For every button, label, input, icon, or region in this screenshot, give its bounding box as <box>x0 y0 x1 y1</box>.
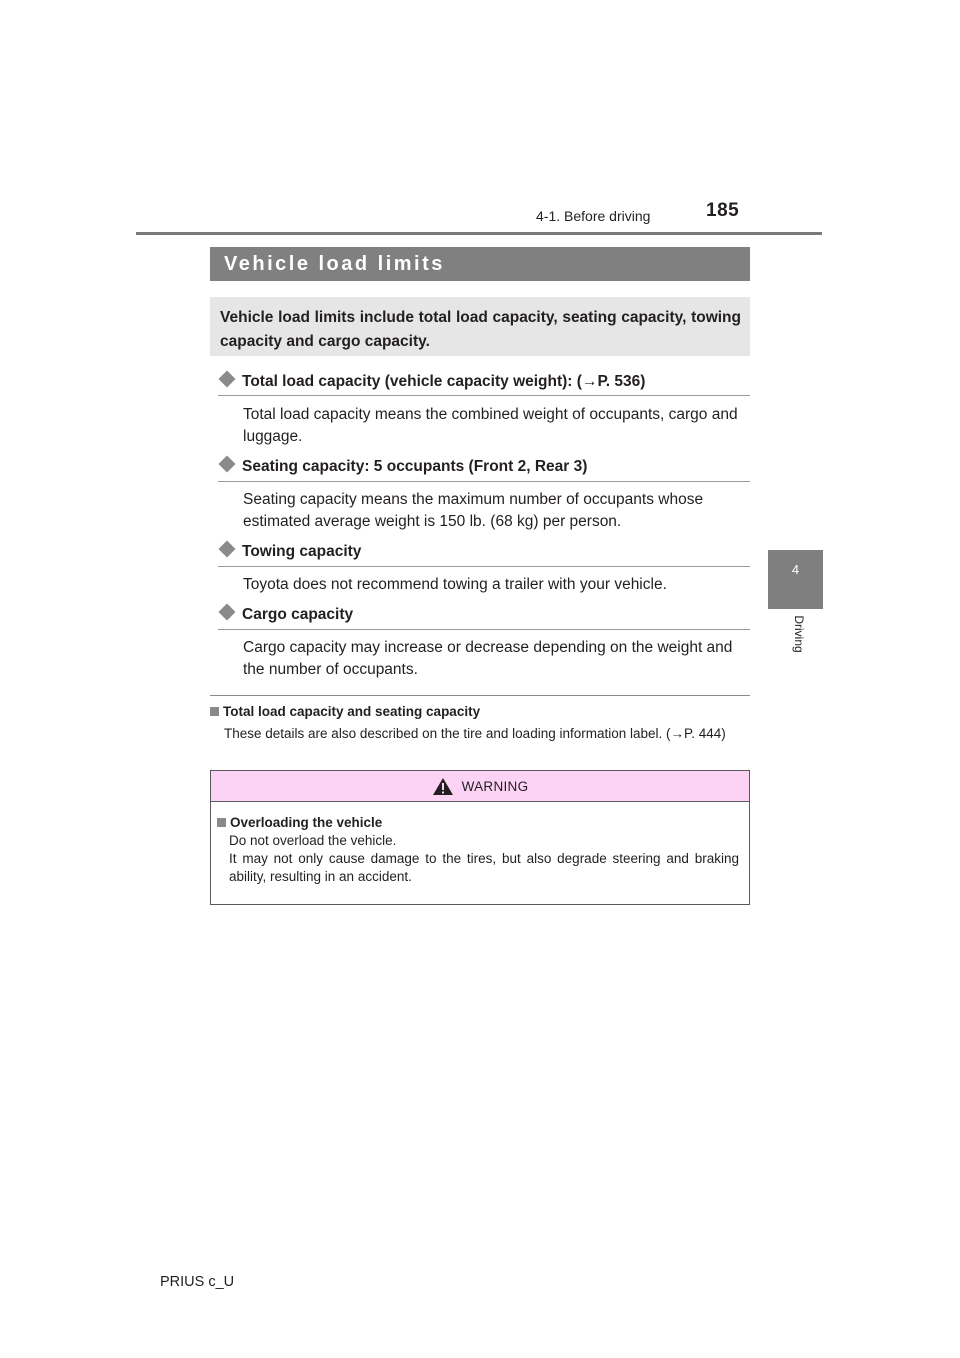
item-heading-cargo: Cargo capacity <box>218 606 750 624</box>
square-bullet-icon <box>217 818 226 827</box>
warning-header <box>211 771 749 802</box>
note-body: These details are also described on the tire and loading information label. (→P. 444) <box>224 726 726 741</box>
notes-rule <box>210 695 750 696</box>
item-heading-total-load: Total load capacity (vehicle capacity weight): (→P. 536) <box>218 373 750 391</box>
section-title-bar <box>210 247 750 281</box>
warning-body <box>229 832 739 886</box>
section-label: 4-1. Before driving <box>536 208 651 224</box>
item-body-cargo: Cargo capacity may increase or decrease depending on the weight and the number of occupants. <box>243 639 733 678</box>
diamond-bullet-icon <box>219 604 236 621</box>
chapter-tab-number: 4 <box>791 562 800 577</box>
item-body-total-load: Total load capacity means the combined weight of occupants, cargo and luggage. <box>243 406 738 445</box>
item-rule <box>218 629 750 630</box>
item-rule <box>218 481 750 482</box>
intro-box: Vehicle load limits include total load capacity, seating capacity, towing capacity and cargo capacity. <box>210 297 750 356</box>
warning-label: WARNING <box>461 778 529 794</box>
section-title: Vehicle load limits <box>224 252 445 275</box>
diamond-bullet-icon <box>219 541 236 558</box>
item-rule <box>218 395 750 396</box>
footer-model-code: PRIUS c_U <box>160 1274 235 1290</box>
warning-line-1: Do not overload the vehicle. <box>229 833 397 848</box>
item-heading-seating: Seating capacity: 5 occupants (Front 2, Rear 3) <box>218 458 750 476</box>
note-heading: Total load capacity and seating capacity <box>210 704 480 719</box>
item-rule <box>218 566 750 567</box>
warning-heading: Overloading the vehicle <box>217 815 382 830</box>
header-rule <box>136 232 822 235</box>
diamond-bullet-icon <box>219 371 236 388</box>
chapter-tab-label: Driving <box>792 615 806 653</box>
page-number: 185 <box>706 200 740 221</box>
item-body-towing: Toyota does not recommend towing a trailer with your vehicle. <box>243 576 667 593</box>
square-bullet-icon <box>210 707 219 716</box>
warning-box <box>210 770 750 905</box>
warning-triangle-icon <box>432 777 454 796</box>
diamond-bullet-icon <box>219 456 236 473</box>
item-heading-towing: Towing capacity <box>218 543 750 561</box>
warning-line-2: It may not only cause damage to the tires, but also degrade steering and braking ability, resulting in an accident. <box>229 851 739 884</box>
item-body-seating: Seating capacity means the maximum number of occupants whose estimated average weight is 150 lb. (68 kg) per person. <box>243 491 704 530</box>
